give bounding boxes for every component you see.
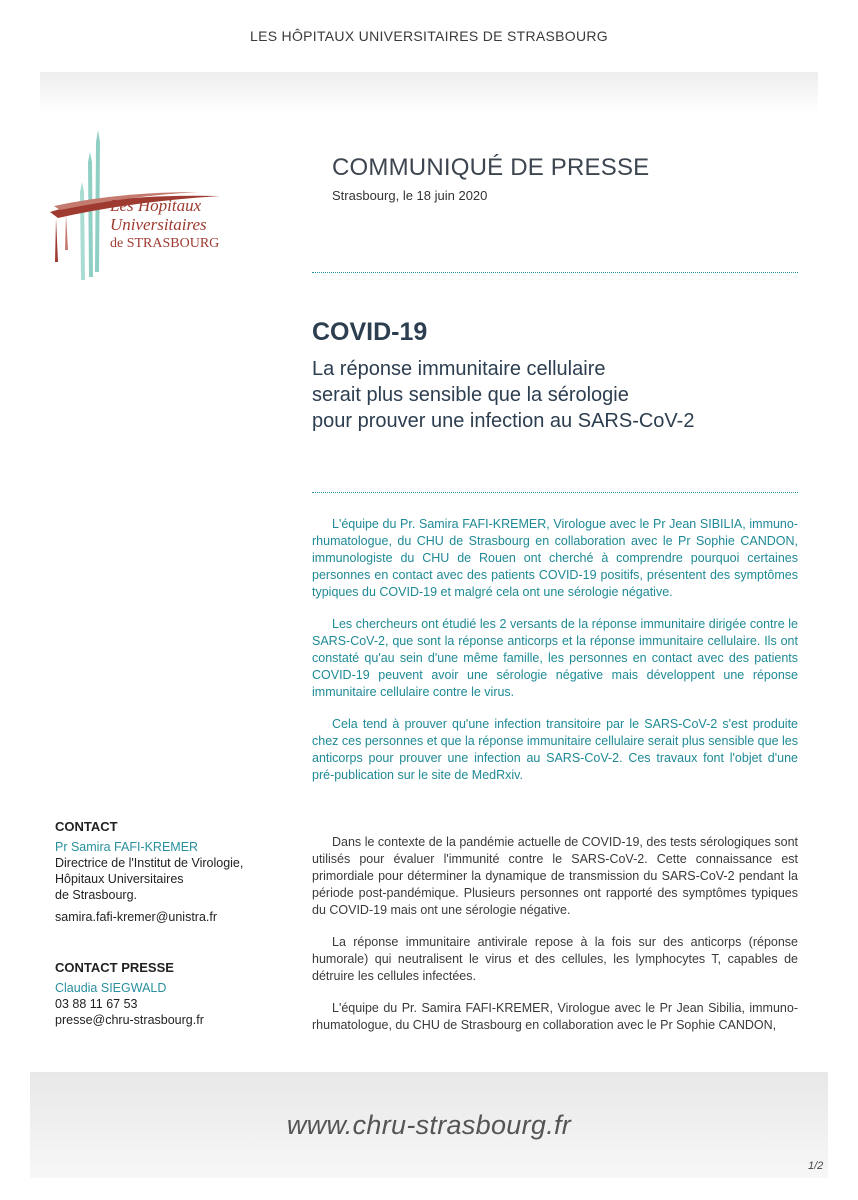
contact-name: Pr Samira FAFI-KREMER [55,840,199,854]
body-paragraph: L'équipe du Pr. Samira FAFI-KREMER, Virologue avec le Pr Jean Sibilia, immuno-rhumatologue, du CHU de Strasbourg en collaboration avec le Pr Sophie CANDON, [312,1001,798,1032]
contact-block [55,819,275,925]
contact-presse-name: Claudia SIEGWALD [55,981,167,995]
dotted-divider-top [312,272,798,273]
top-band [40,72,818,112]
subtitle-line: serait plus sensible que la sérologie [312,384,629,406]
headline-subtitle [312,356,792,434]
press-release-date: Strasbourg, le 18 juin 2020 [332,188,488,203]
header-title [0,28,858,44]
intro-paragraph: Les chercheurs ont étudié les 2 versants de la réponse immunitaire dirigée contre le SARS-CoV-2, que sont la réponse anticorps et la réponse immunitaire cellulaire. Ils ont constaté qu'au sein d'une même famille, les personnes en contact avec des patients COVID-19 peuvent avoir une sérologie négative mais développent une réponse immunitaire cellulaire contre le virus. [312,617,798,699]
header-title-rest: DE STRASBOURG [478,28,608,44]
logo-line-3: de STRASBOURG [110,236,220,251]
intro-text [312,516,798,799]
headline-title: COVID-19 [312,318,428,346]
logo-text [110,196,240,253]
contact-presse-phone: 03 88 11 67 53 [55,997,138,1011]
contact-role-line: Hôpitaux Universitaires [55,872,184,886]
contact-role-line: de Strasbourg. [55,888,137,902]
contact-heading: CONTACT [55,819,118,834]
subtitle-line: La réponse immunitaire cellulaire [312,358,606,380]
intro-paragraph: Cela tend à prouver qu'une infection transitoire par le SARS-CoV-2 s'est produite chez ces personnes et que la réponse immunitaire cellulaire serait plus sensible que les anticorps pour prouver une infection au SARS-CoV-2. Ces travaux font l'objet d'une pré-publication sur le site de MedRxiv. [312,717,798,782]
dotted-divider-bottom [312,492,798,493]
contact-presse-heading: CONTACT PRESSE [55,960,174,975]
intro-paragraph: L'équipe du Pr. Samira FAFI-KREMER, Virologue avec le Pr Jean SIBILIA, immuno-rhumatologue, du CHU de Strasbourg en collaboration avec le Pr Sophie CANDON, immunologiste du CHU de Rouen ont cherché à comprendre pourquoi certaines personnes en contact avec des patients COVID-19 positifs, présentent des symptômes typiques du COVID-19 et malgré cela ont une sérologie négative. [312,517,798,599]
body-paragraph: La réponse immunitaire antivirale repose à la fois sur des anticorps (réponse humorale) qui neutralisent le virus et des cellules, les lymphocytes T, capables de détruire les cellules infectées. [312,935,798,983]
subtitle-line: pour prouver une infection au SARS-CoV-2 [312,410,695,432]
contact-presse-email[interactable]: presse@chru-strasbourg.fr [55,1013,204,1027]
footer-website-link[interactable]: www.chru-strasbourg.fr [286,1110,572,1140]
logo-line-2: Universitaires [110,215,207,234]
page-number: 1/2 [808,1160,824,1172]
press-release-title: COMMUNIQUÉ DE PRESSE [332,154,650,181]
contact-presse-block [55,960,275,1028]
body-text [312,834,798,1049]
body-paragraph: Dans le contexte de la pandémie actuelle de COVID-19, des tests sérologiques sont utilisés pour évaluer l'immunité contre le SARS-CoV-2. Cette connaissance est primordiale pour déterminer la dynamique de transmission du SARS-CoV-2 pendant la période post-pandémique. Plusieurs personnes ont rapporté des symptômes typiques du COVID-19 mais ont une sérologie négative. [312,835,798,917]
contact-role-line: Directrice de l'Institut de Virologie, [55,856,244,870]
logo-line-1: Les Hôpitaux [110,196,202,215]
header-title-bold: LES HÔPITAUX UNIVERSITAIRES [250,28,479,44]
contact-email[interactable]: samira.fafi-kremer@unistra.fr [55,910,218,924]
